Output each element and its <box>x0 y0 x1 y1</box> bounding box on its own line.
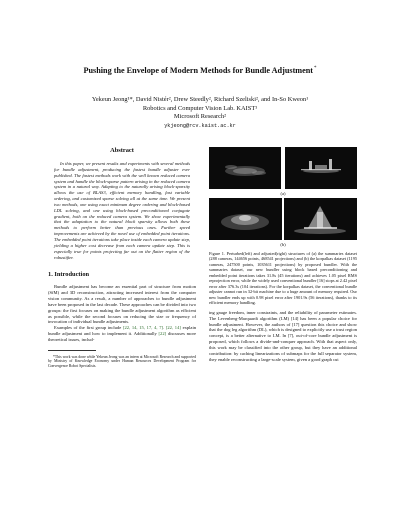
affiliation-kaist: Robotics and Computer Vision Lab. KAIST¹ <box>142 104 258 112</box>
paper-title-text: Pushing the Envelope of Modern Methods for Bundle Adjustment <box>83 66 314 75</box>
point-cloud-image <box>284 198 357 240</box>
author-block <box>20 96 380 130</box>
abstract-text: In this paper, we present results and experiments with several methods for bundle adjustment, producing the fastest bundle adjuster ever published. The fastest methods work with the well known reduced camera system and handle the block-sparse pattern arising in the reduced camera system in a natural way. Adapting to the naturally arising block-sparsity allows the use of BLAS3, efficient memory handling, fast variable ordering, and customized sparse solving all at the same time. We present two methods, one using exact minimum degree ordering and block-based LDL solving, and one using block-based preconditioned conjugate gradient, both on the reduced camera system. We show experimentally that the adaptation to the natural block sparsity allows both these methods to perform better than previous ones. Further speed improvements are achieved by the novel use of embedded point iterations. The embedded point iterations take place inside each camera update step, yielding a higher cost decrease from each camera update step. This is especially true for points projecting far out on the flatter region of the robustifier. <box>54 161 190 260</box>
figure-1 <box>209 147 357 306</box>
figure-1a-row <box>209 147 357 189</box>
figure-1a-adjusted-image <box>285 147 357 189</box>
right-column <box>209 147 357 362</box>
figure-1b-perturbed-image <box>209 198 282 240</box>
author-names: Yekeun Jeong¹*, David Nistér², Drew Steedly², Richard Szeliski², and In-So Kweon¹ <box>91 96 309 103</box>
paper-title <box>30 66 370 75</box>
title-footnote-mark: * <box>314 66 317 72</box>
point-cloud-image <box>285 147 357 189</box>
footnote: *This work was done while Yekeun Jeong was an intern at Microsoft Research and supported by Ministry of Knowledge Economy under Human Resources Development Program for Convergence Robot Specialists. <box>48 354 196 369</box>
citation-link[interactable]: [22, 14] <box>165 325 181 331</box>
right-body-text-block <box>209 310 357 363</box>
left-column <box>48 147 196 373</box>
section-heading-introduction: 1. Introduction <box>48 271 90 279</box>
figure-1b-label: (b) <box>280 242 286 247</box>
figure-1a-label: (a) <box>280 191 286 196</box>
citation-link[interactable]: [22, 14, 15, 17, 4, 7] <box>122 325 164 331</box>
abstract-heading: Abstract <box>110 147 134 154</box>
intro-p2-text-a: Examples of the first group include <box>54 325 123 331</box>
intro-p2-text-b: . <box>163 325 166 331</box>
point-cloud-image <box>209 147 281 189</box>
figure-1b-row <box>209 198 357 240</box>
intro-paragraph-1: Bundle adjustment has become an essential part of structure from motion (SfM) and 3D reconstruction, attracting increased interest from the computer vision community. As a result, a number of approaches to bundle adjustment have been proposed in the last decade. These approaches can be divided into two groups: the first focuses on making the bundle adjustment algorithm as efficient as possible, while the second focuses on reducing the size or frequency of invocation of individual bundle adjustments. <box>48 284 196 325</box>
body-paragraph-continued: ing gauge freedom, inner constraints, and the reliability of parameter estimates. The Levenberg-Marquardt algorithm (LM) [14] has been a popular choice for bundle adjustment. However, the authors of [17] question this choice and show that the dog leg algorithm (DL), which is designed to explicitly use a trust region concept, is a better alternative to LM. In [7], out-of-core bundle adjustment is proposed, which follows a divide-and-conquer approach. With that aspect only, this work may be classified into the other group, but they have an additional contribution: by caching linearizations of submaps for the full separator system, they enable reconstructing a large-scale system, given a good graph cut <box>209 309 357 362</box>
intro-p2-text-d: discusses more theoretical issues, includ- <box>48 331 196 342</box>
figure-1a-perturbed-image <box>209 147 281 189</box>
intro-paragraph-2 <box>48 325 196 343</box>
affiliation-microsoft: Microsoft Research² <box>173 113 227 121</box>
footnote-rule <box>48 350 96 351</box>
citation-link[interactable]: [22] <box>158 331 167 337</box>
point-cloud-image <box>209 198 282 240</box>
figure-1b-adjusted-image <box>284 198 357 240</box>
author-email: ykjeong@rcv.kaist.ac.kr <box>164 122 236 129</box>
figure-1-caption: Figure 1. Perturbed(left) and adjusted(right) structures of (a) the summaries dataset (288 cameras, 144656 points, 468541 projections) and (b) the korpalkas dataset (1195 cameras, 247500 points, 1035611 projections) by proposed bundler. With the summaries dataset, our new bundler using block based preconditioning and embedded point iterations takes 31.8s (45 iterations) and achieves 1.05 pixel RMS reprojection error, while the widely used conventional bundler [16] stops at 2.42 pixel error after 376.3s (104 iterations). For the korpalkas dataset, the conventional bundle adjuster cannot run in 32-bit machine due to a huge amount of memory required. Our new bundler ends up with 0.98 pixel error after 1901.9s (56 iterations), thanks to its efficient memory handling. <box>209 251 357 306</box>
intro-p2-text-c: explain bundle adjustment and how to implement it. Additionally <box>48 325 196 337</box>
